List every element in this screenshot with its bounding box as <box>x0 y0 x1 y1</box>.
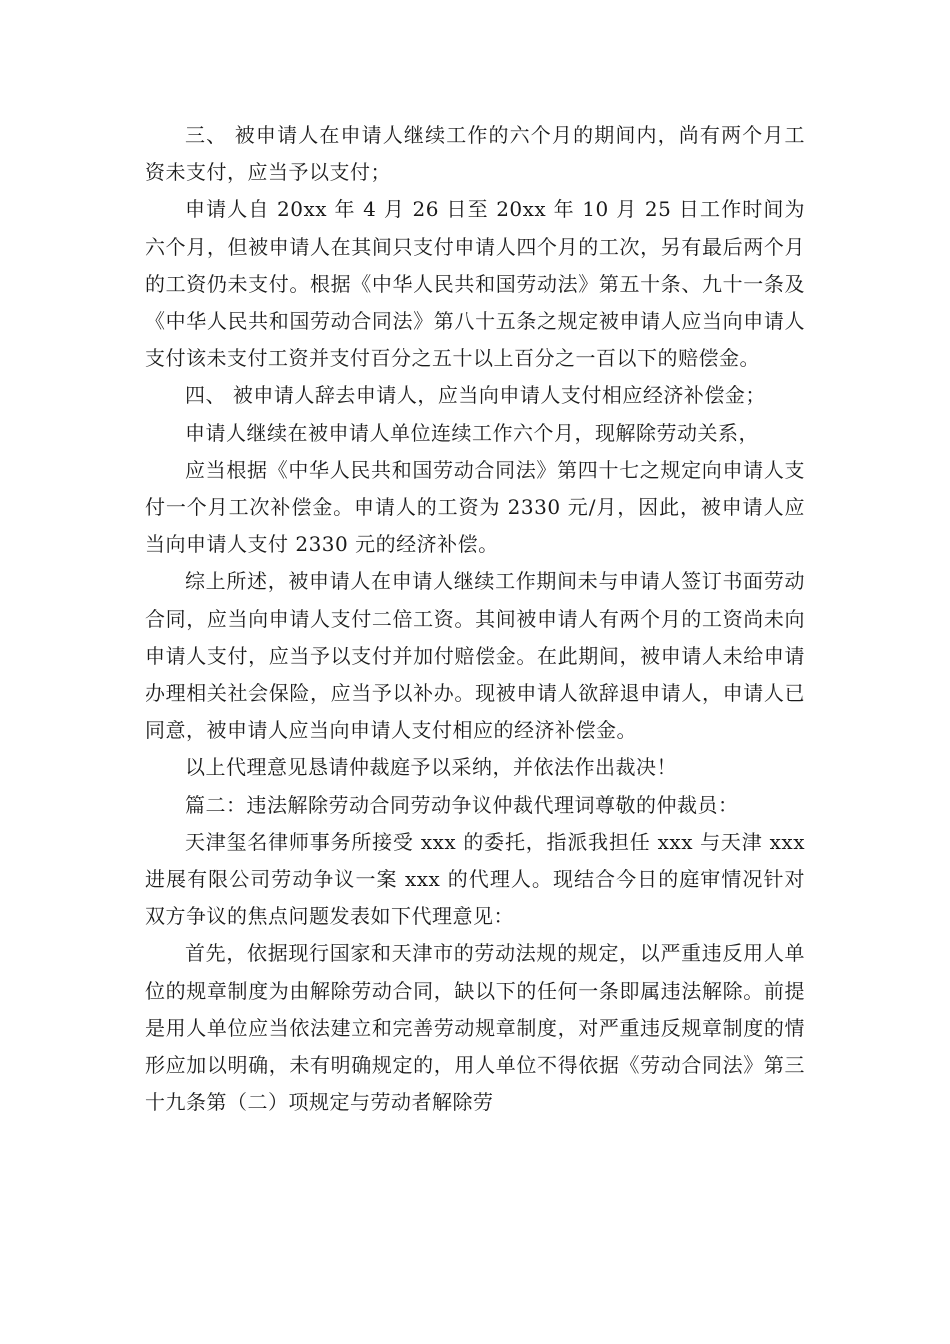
paragraph-item-4: 四、 被申请人辞去申请人，应当向申请人支付相应经济补偿金； <box>185 383 766 408</box>
paragraph-first-point: 首先，依据现行国家和天津市的劳动法规的规定，以严重违反用人单位的规章制度为由解除劳动合同，缺以下的任何一条即属违法解除。前提是用人单位应当依法建立和完善劳动规章制度，对严重违反规章制度的情形应加以明确，未有明确规定的，用人单位不得依据《劳动合同法》第三十九条第（二）项规定与劳动者解除劳 <box>145 941 805 1115</box>
paragraph-section-heading: 篇二：违法解除劳动合同劳动争议仲裁代理词尊敬的仲裁员： <box>185 792 739 817</box>
paragraph-closing-request: 以上代理意见恳请仲裁庭予以采纳，并依法作出裁决！ <box>185 755 677 780</box>
paragraph-item-3: 三、 被申请人在申请人继续工作的六个月的期间内，尚有两个月工资未支付，应当予以支付； <box>145 123 805 185</box>
paragraph-law-firm-intro: 天津玺名律师事务所接受 xxx 的委托，指派我担任 xxx 与天津 xxx 进展有限公司劳动争议一案 xxx 的代理人。现结合今日的庭审情况针对双方争议的焦点问题发表如下代理意见： <box>145 829 805 929</box>
paragraph-unpaid-wages: 申请人自 20xx 年 4 月 26 日至 20xx 年 10 月 25 日工作时间为六个月，但被申请人在其间只支付申请人四个月的工次，另有最后两个月的工资仍未支付。根据《中华人民共和国劳动法》第五十条、九十一条及《中华人民共和国劳动合同法》第八十五条之规定被申请人应当向申请人支付该未支付工资并支付百分之五十以上百分之一百以下的赔偿金。 <box>145 197 805 371</box>
paragraph-summary: 综上所述，被申请人在申请人继续工作期间未与申请人签订书面劳动合同，应当向申请人支付二倍工资。其间被申请人有两个月的工资尚未向申请人支付，应当予以支付并加付赔偿金。在此期间，被申请人未给申请办理相关社会保险，应当予以补办。现被申请人欲辞退申请人，申请人已同意，被申请人应当向申请人支付相应的经济补偿金。 <box>145 569 805 743</box>
paragraph-compensation: 应当根据《中华人民共和国劳动合同法》第四十七之规定向申请人支付一个月工次补偿金。申请人的工资为 2330 元/月，因此，被申请人应当向申请人支付 2330 元的经济补偿。 <box>145 457 805 557</box>
document-body <box>145 117 805 1121</box>
paragraph-continued-work: 申请人继续在被申请人单位连续工作六个月，现解除劳动关系， <box>185 420 759 445</box>
